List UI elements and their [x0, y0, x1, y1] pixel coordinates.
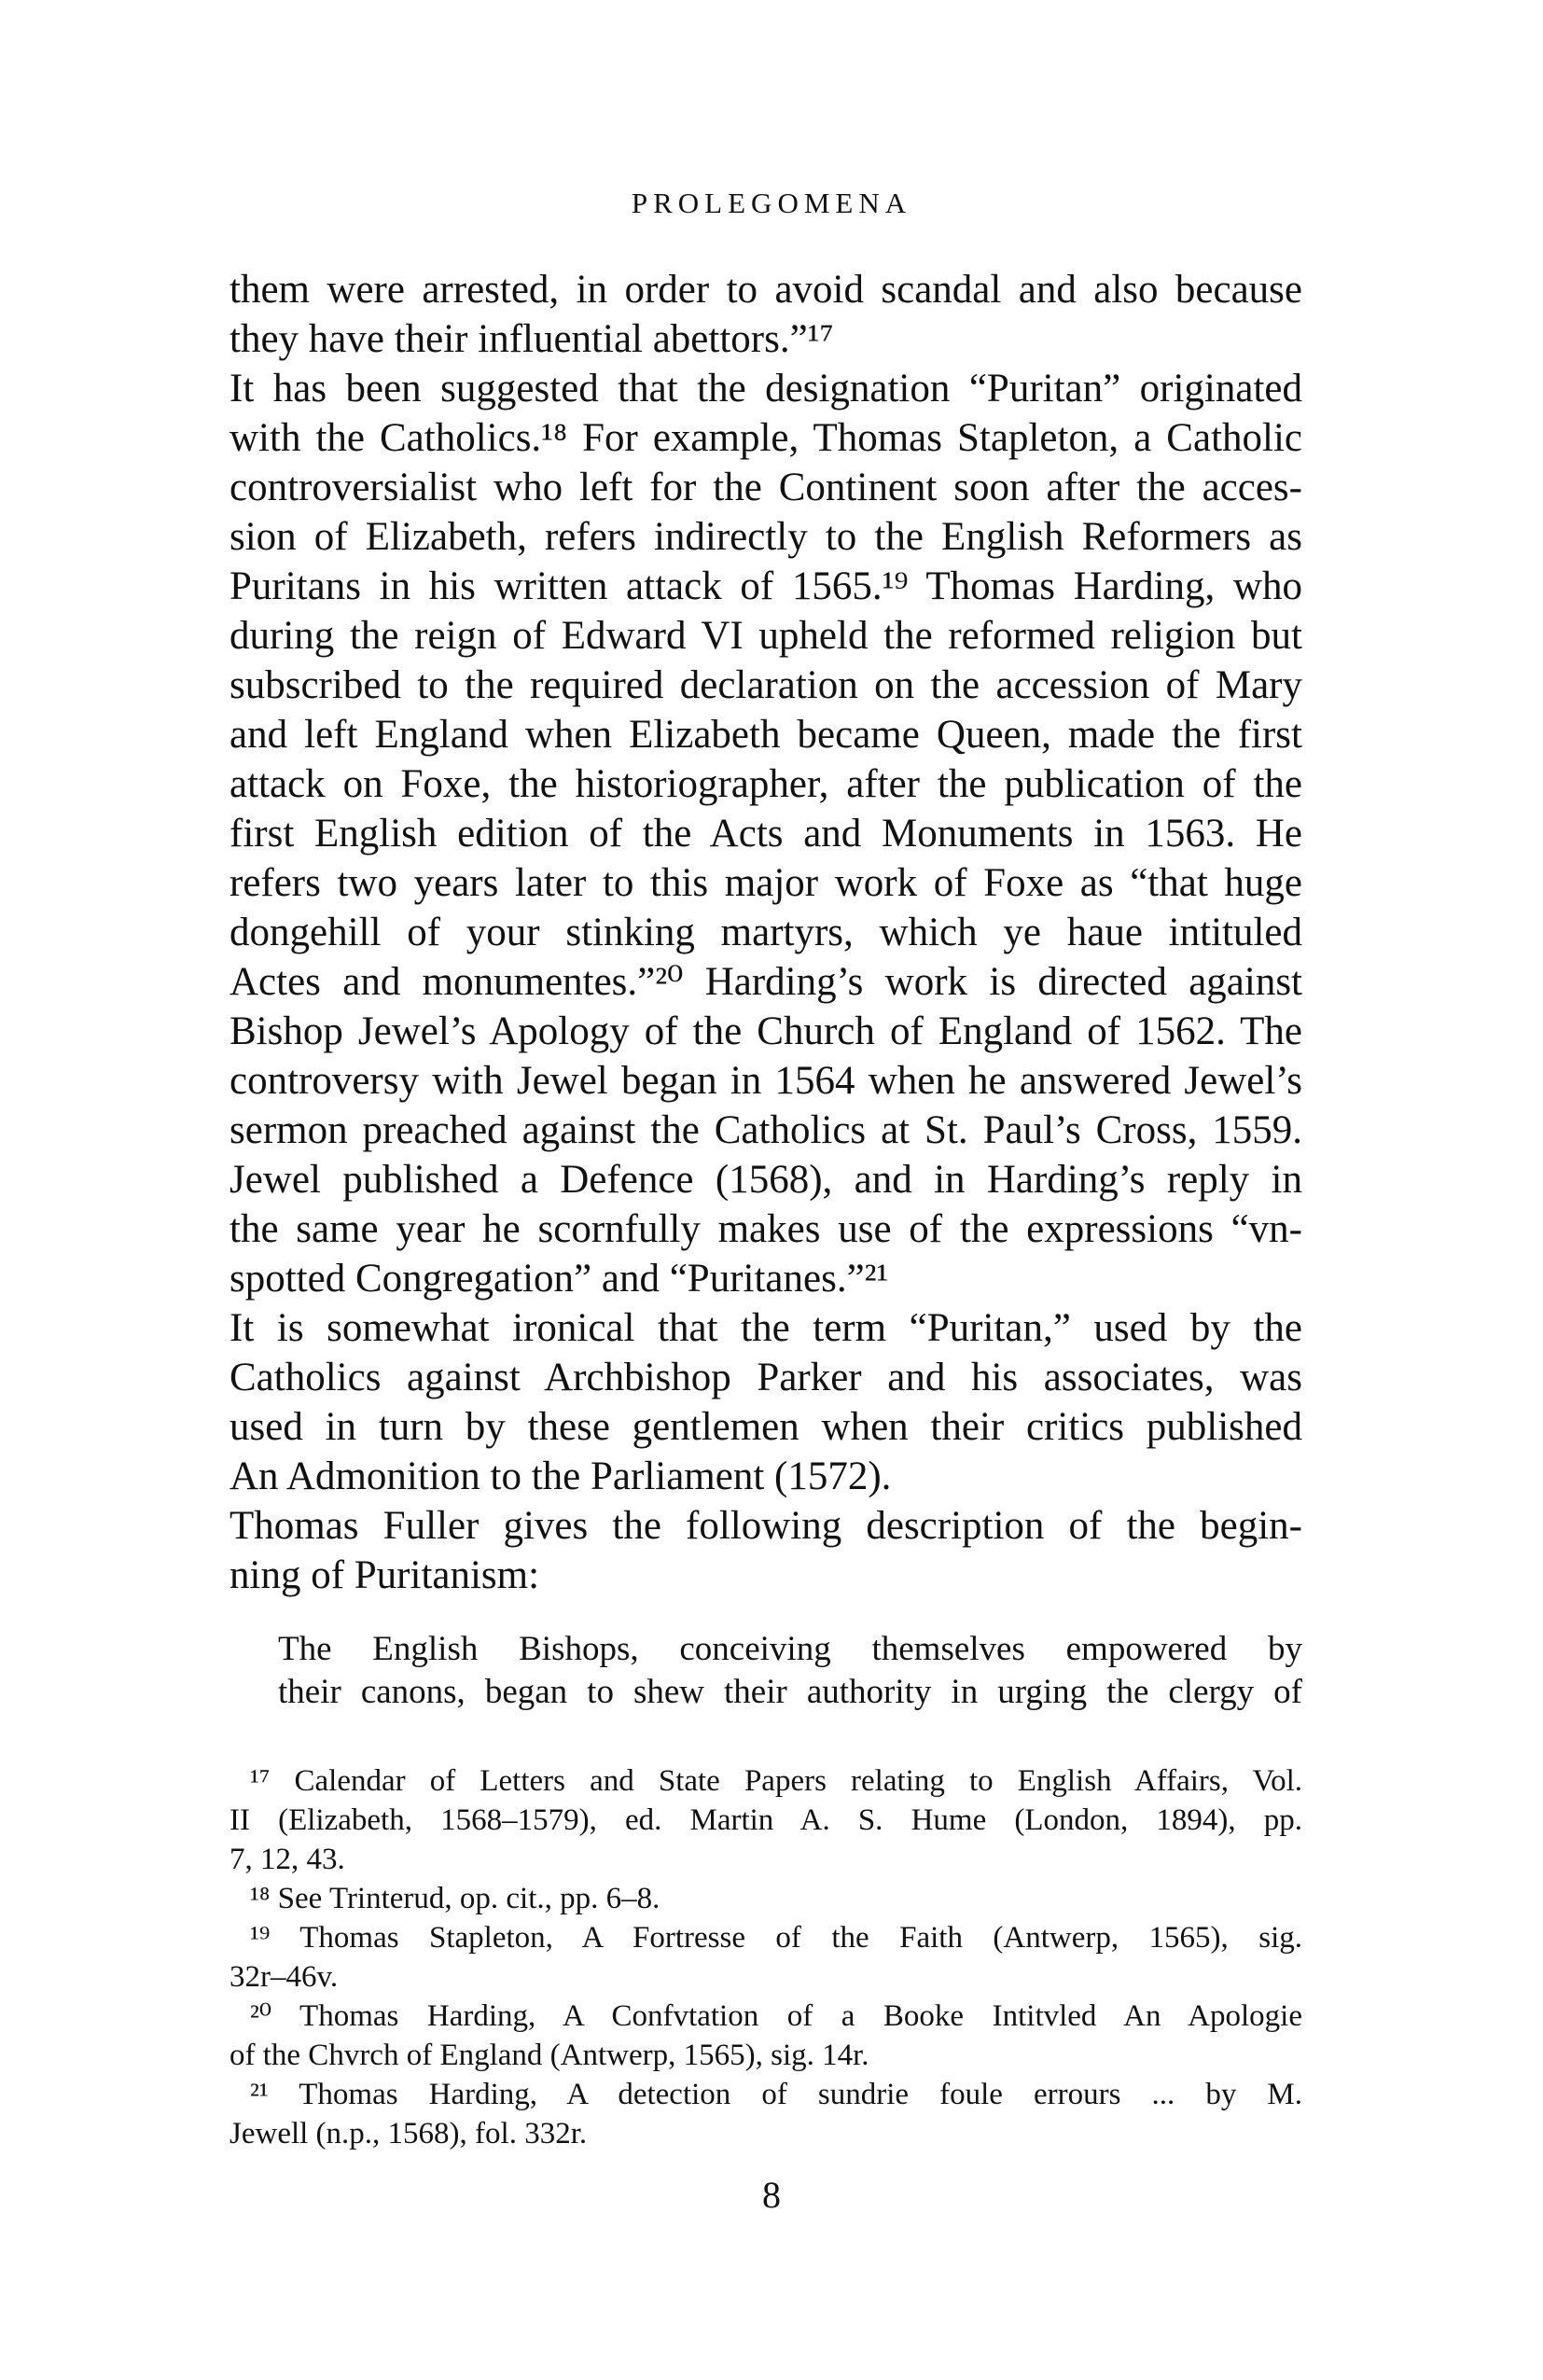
body-line: used in turn by these gentlemen when their critics published — [229, 1405, 1302, 1449]
body-line: and left England when Elizabeth became Queen, made the first — [229, 713, 1302, 757]
body-line: with the Catholics.¹⁸ For example, Thomas Stapleton, a Catholic — [229, 416, 1302, 460]
footnote-line: ¹⁹ Thomas Stapleton, A Fortresse of the Faith (Antwerp, 1565), sig. — [250, 1921, 1302, 1955]
footnote-line: 32r–46v. — [229, 1960, 339, 1994]
body-line: ning of Puritanism: — [229, 1553, 540, 1597]
footnote-line: ²¹ Thomas Harding, A detection of sundrie foule errours ... by M. — [250, 2078, 1302, 2111]
body-line: It has been suggested that the designation “Puritan” originated — [229, 367, 1302, 411]
body-line: they have their influential abettors.”¹⁷ — [229, 317, 834, 361]
body-line: subscribed to the required declaration on the accession of Mary — [229, 663, 1302, 707]
running-head: PROLEGOMENA — [631, 187, 912, 219]
body-line: dongehill of your stinking martyrs, which ye haue intituled — [229, 911, 1302, 954]
body-line: Puritans in his written attack of 1565.¹⁹ Thomas Harding, who — [229, 564, 1302, 608]
body-line: It is somewhat ironical that the term “Puritan,” used by the — [229, 1306, 1302, 1350]
block-quote-line: The English Bishops, conceiving themselves empowered by — [278, 1630, 1302, 1668]
footnote-line: ¹⁷ Calendar of Letters and State Papers relating to English Affairs, Vol. — [250, 1764, 1302, 1798]
body-line: Bishop Jewel’s Apology of the Church of England of 1562. The — [229, 1009, 1302, 1053]
body-line: Jewel published a Defence (1568), and in Harding’s reply in — [229, 1158, 1302, 1202]
footnote-line: ²⁰ Thomas Harding, A Confvtation of a Booke Intitvled An Apologie — [250, 1999, 1302, 2033]
body-line: during the reign of Edward VI upheld the reformed religion but — [229, 614, 1302, 658]
body-line: sion of Elizabeth, refers indirectly to the English Reformers as — [229, 515, 1302, 559]
footnote-line: II (Elizabeth, 1568–1579), ed. Martin A. S. Hume (London, 1894), pp. — [229, 1803, 1302, 1837]
body-line: controversialist who left for the Continent soon after the acces- — [229, 466, 1302, 509]
page-number: 8 — [762, 2174, 781, 2216]
body-line: attack on Foxe, the historiographer, after the publication of the — [229, 762, 1302, 806]
body-line: Thomas Fuller gives the following description of the begin- — [229, 1504, 1302, 1548]
body-line: sermon preached against the Catholics at St. Paul’s Cross, 1559. — [229, 1108, 1302, 1152]
body-line: An Admonition to the Parliament (1572). — [229, 1454, 892, 1498]
body-line: Actes and monumentes.”²⁰ Harding’s work is directed against — [229, 960, 1302, 1004]
body-line: controversy with Jewel began in 1564 when he answered Jewel’s — [229, 1059, 1302, 1103]
block-quote-line: their canons, began to shew their authority in urging the clergy of — [278, 1673, 1302, 1711]
body-line: them were arrested, in order to avoid scandal and also because — [229, 268, 1302, 312]
body-line: the same year he scornfully makes use of the expressions “vn- — [229, 1207, 1302, 1251]
footnote-line: 7, 12, 43. — [229, 1843, 345, 1876]
body-line: Catholics against Archbishop Parker and his associates, was — [229, 1356, 1302, 1399]
body-line: refers two years later to this major work of Foxe as “that huge — [229, 861, 1302, 905]
footnote-line: of the Chvrch of England (Antwerp, 1565), sig. 14r. — [229, 2039, 869, 2072]
body-line: first English edition of the Acts and Monuments in 1563. He — [229, 812, 1302, 856]
footnote-line: ¹⁸ See Trinterud, op. cit., pp. 6–8. — [250, 1882, 660, 1915]
footnote-line: Jewell (n.p., 1568), fol. 332r. — [229, 2117, 588, 2150]
body-line: spotted Congregation” and “Puritanes.”²¹ — [229, 1257, 889, 1301]
